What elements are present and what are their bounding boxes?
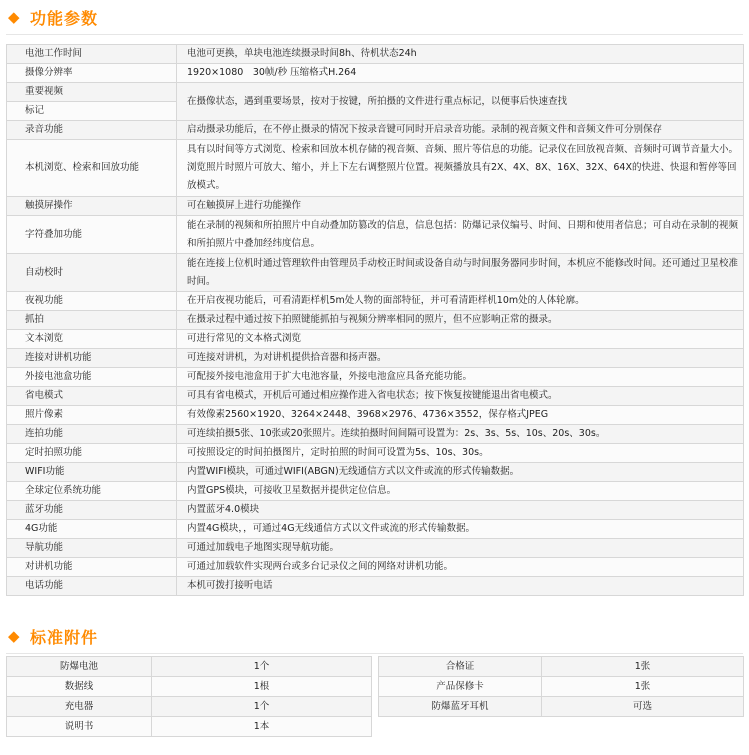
table-row <box>7 387 744 406</box>
accessory-qty: 可选 <box>542 697 744 717</box>
section-title-features: 功能参数 <box>30 9 99 28</box>
table-row <box>7 657 372 677</box>
spec-name: 重要视频 <box>7 83 177 102</box>
accessory-name: 数据线 <box>7 677 152 697</box>
accessory-name: 防爆电池 <box>7 657 152 677</box>
table-row <box>7 697 372 717</box>
spec-name: 电池工作时间 <box>7 45 177 64</box>
spec-value: 内置蓝牙4.0模块 <box>177 501 744 520</box>
accessories-table-right <box>378 656 744 717</box>
spec-value: 在摄录过程中通过按下拍照键能抓拍与视频分辨率相同的照片，但不应影响正常的摄录。 <box>177 311 744 330</box>
spec-name: WIFI功能 <box>7 463 177 482</box>
spec-value: 能在连接上位机时通过管理软件由管理员手动校正时间或设备自动与时间服务器同步时间，本机应不能修改时间。还可通过卫星校准时间。 <box>177 254 744 292</box>
spec-name: 照片像素 <box>7 406 177 425</box>
table-row <box>7 463 744 482</box>
spec-value: 可具有省电模式，开机后可通过相应操作进入省电状态；按下恢复按键能退出省电模式。 <box>177 387 744 406</box>
accessory-qty: 1个 <box>152 697 372 717</box>
diamond-icon: ◆ <box>8 627 20 645</box>
spec-name: 字符叠加功能 <box>7 216 177 254</box>
spec-name: 文本浏览 <box>7 330 177 349</box>
table-row <box>379 677 744 697</box>
diamond-icon: ◆ <box>8 8 20 26</box>
section-header-features <box>6 0 743 35</box>
spec-name: 本机浏览、检索和回放功能 <box>7 140 177 197</box>
table-row <box>7 558 744 577</box>
accessory-qty: 1根 <box>152 677 372 697</box>
spec-value: 启动摄录功能后，在不停止摄录的情况下按录音键可同时开启录音功能。录制的视音频文件和音频文件可分别保存 <box>177 121 744 140</box>
table-row <box>379 657 744 677</box>
spec-value: 具有以时间等方式浏览、检索和回放本机存储的视音频、音频、照片等信息的功能。记录仪在回放视音频、音频时可调节音量大小。浏览照片时照片可放大、缩小，并上下左右调整照片位置。视频播放具有2X、4X、8X、16X、32X、64X的快进、快退和暂停等回放模式。 <box>177 140 744 197</box>
table-row <box>7 349 744 368</box>
spec-value: 可连续拍摄5张、10张或20张照片。连续拍摄时间间隔可设置为：2s、3s、5s、10s、20s、30s。 <box>177 425 744 444</box>
accessory-qty: 1张 <box>542 657 744 677</box>
spec-value: 在摄像状态，遇到重要场景，按对于按键，所拍摄的文件进行重点标记，以便事后快速查找 <box>177 83 744 121</box>
table-row <box>7 121 744 140</box>
table-row <box>7 677 372 697</box>
spec-value: 可配接外接电池盒用于扩大电池容量，外接电池盒应具备充能功能。 <box>177 368 744 387</box>
spec-value: 本机可拨打接听电话 <box>177 577 744 596</box>
spec-value: 可通过加载软件实现两台或多台记录仪之间的网络对讲机功能。 <box>177 558 744 577</box>
table-row <box>7 501 744 520</box>
table-row <box>7 717 372 737</box>
spec-value: 在开启夜视功能后，可看清距样机5m处人物的面部特征，并可看清距样机10m处的人体轮廓。 <box>177 292 744 311</box>
spec-name: 外接电池盒功能 <box>7 368 177 387</box>
spec-name: 连接对讲机功能 <box>7 349 177 368</box>
spec-value: 内置GPS模块，可接收卫星数据并提供定位信息。 <box>177 482 744 501</box>
spec-value: 内置4G模块，，可通过4G无线通信方式以文件或流的形式传输数据。 <box>177 520 744 539</box>
table-row <box>7 216 744 254</box>
table-row <box>7 140 744 197</box>
accessory-qty: 1个 <box>152 657 372 677</box>
spec-value: 可通过加载电子地图实现导航功能。 <box>177 539 744 558</box>
spec-name: 导航功能 <box>7 539 177 558</box>
spec-name: 对讲机功能 <box>7 558 177 577</box>
spec-name: 录音功能 <box>7 121 177 140</box>
spec-value: 有效像素2560×1920、3264×2448、3968×2976、4736×3552，保存格式JPEG <box>177 406 744 425</box>
spec-name: 自动校时 <box>7 254 177 292</box>
spec-value: 能在录制的视频和所拍照片中自动叠加防篡改的信息，信息包括：防爆记录仪编号、时间、日期和使用者信息；可自动在录制的视频和所拍照片中叠加经纬度信息。 <box>177 216 744 254</box>
section-title-accessories: 标准附件 <box>30 628 99 647</box>
table-row <box>379 697 744 717</box>
spec-name: 4G功能 <box>7 520 177 539</box>
section-header-accessories <box>6 619 743 654</box>
spec-name: 触摸屏操作 <box>7 197 177 216</box>
spec-value: 1920×1080 30帧/秒 压缩格式H.264 <box>177 64 744 83</box>
table-row <box>7 292 744 311</box>
spec-value: 可连接对讲机，为对讲机提供拾音器和扬声器。 <box>177 349 744 368</box>
accessory-name: 合格证 <box>379 657 542 677</box>
table-row <box>7 254 744 292</box>
table-row <box>7 83 744 102</box>
spec-value: 可按照设定的时间拍摄图片，定时拍照的时间可设置为5s、10s、30s。 <box>177 444 744 463</box>
spec-value: 可进行常见的文本格式浏览 <box>177 330 744 349</box>
accessory-name: 防爆蓝牙耳机 <box>379 697 542 717</box>
spec-name: 标记 <box>7 102 177 121</box>
spec-name: 定时拍照功能 <box>7 444 177 463</box>
table-row <box>7 197 744 216</box>
spec-name: 连拍功能 <box>7 425 177 444</box>
spec-name: 省电模式 <box>7 387 177 406</box>
spec-name: 全球定位系统功能 <box>7 482 177 501</box>
spec-name: 抓拍 <box>7 311 177 330</box>
table-row <box>7 64 744 83</box>
table-row <box>7 444 744 463</box>
accessory-qty: 1张 <box>542 677 744 697</box>
spec-name: 夜视功能 <box>7 292 177 311</box>
spec-value: 内置WIFI模块，可通过WIFI(ABGN)无线通信方式以文件或流的形式传输数据。 <box>177 463 744 482</box>
table-row <box>7 425 744 444</box>
spec-name: 蓝牙功能 <box>7 501 177 520</box>
spec-value: 可在触摸屏上进行功能操作 <box>177 197 744 216</box>
table-row <box>7 368 744 387</box>
table-row <box>7 520 744 539</box>
spec-table <box>6 44 744 596</box>
accessory-name: 充电器 <box>7 697 152 717</box>
table-row <box>7 406 744 425</box>
table-row <box>7 45 744 64</box>
spec-value: 电池可更换，单块电池连续摄录时间8h、待机状态24h <box>177 45 744 64</box>
table-row <box>7 539 744 558</box>
table-row <box>7 311 744 330</box>
table-row <box>7 482 744 501</box>
table-row <box>7 330 744 349</box>
spec-name: 摄像分辨率 <box>7 64 177 83</box>
accessories-table-left <box>6 656 372 737</box>
accessory-name: 产品保修卡 <box>379 677 542 697</box>
spec-name: 电话功能 <box>7 577 177 596</box>
accessory-qty: 1本 <box>152 717 372 737</box>
accessory-name: 说明书 <box>7 717 152 737</box>
table-row <box>7 577 744 596</box>
